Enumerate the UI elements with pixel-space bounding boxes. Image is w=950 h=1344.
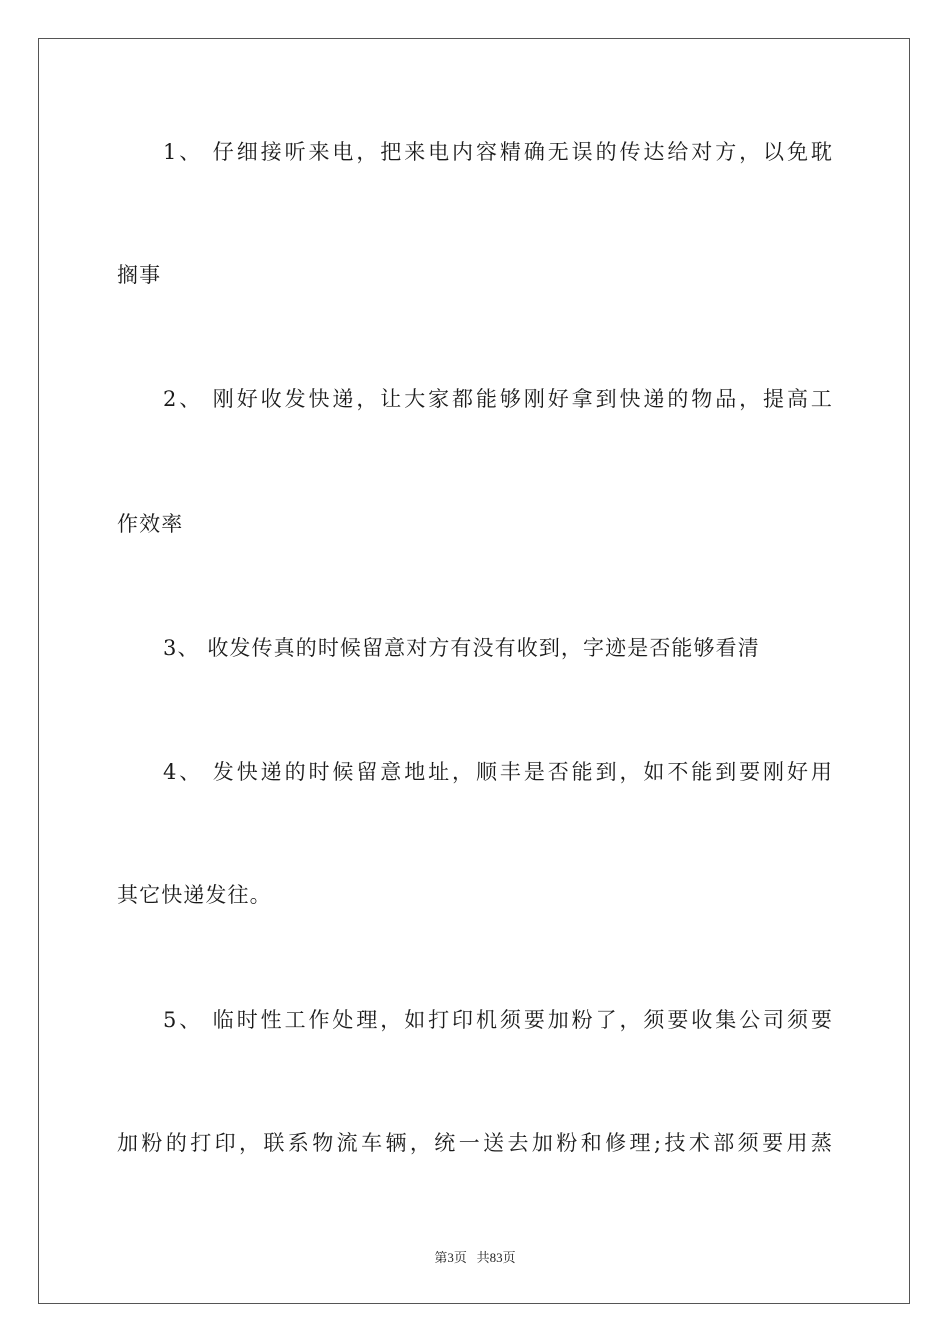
item-4-line-1: 4、 发快递的时候留意地址，顺丰是否能到，如不能到要刚好用 <box>163 760 833 784</box>
item-3-line-1: 3、 收发传真的时候留意对方有没有收到，字迹是否能够看清 <box>163 636 760 660</box>
item-2-line-2: 作效率 <box>117 512 184 536</box>
page-footer: 第3页 共83页 <box>434 1250 516 1265</box>
item-1-line-2: 搁事 <box>117 263 162 287</box>
page-border <box>38 38 910 1304</box>
item-5-line-1: 5、 临时性工作处理，如打印机须要加粉了，须要收集公司须要 <box>163 1008 833 1032</box>
item-4-line-2: 其它快递发往。 <box>117 883 272 907</box>
item-5-line-2: 加粉的打印，联系物流车辆，统一送去加粉和修理;技术部须要用蒸 <box>117 1131 833 1155</box>
item-1-line-1: 1、 仔细接听来电，把来电内容精确无误的传达给对方，以免耽 <box>163 140 833 164</box>
item-2-line-1: 2、 刚好收发快递，让大家都能够刚好拿到快递的物品，提高工 <box>163 387 833 411</box>
